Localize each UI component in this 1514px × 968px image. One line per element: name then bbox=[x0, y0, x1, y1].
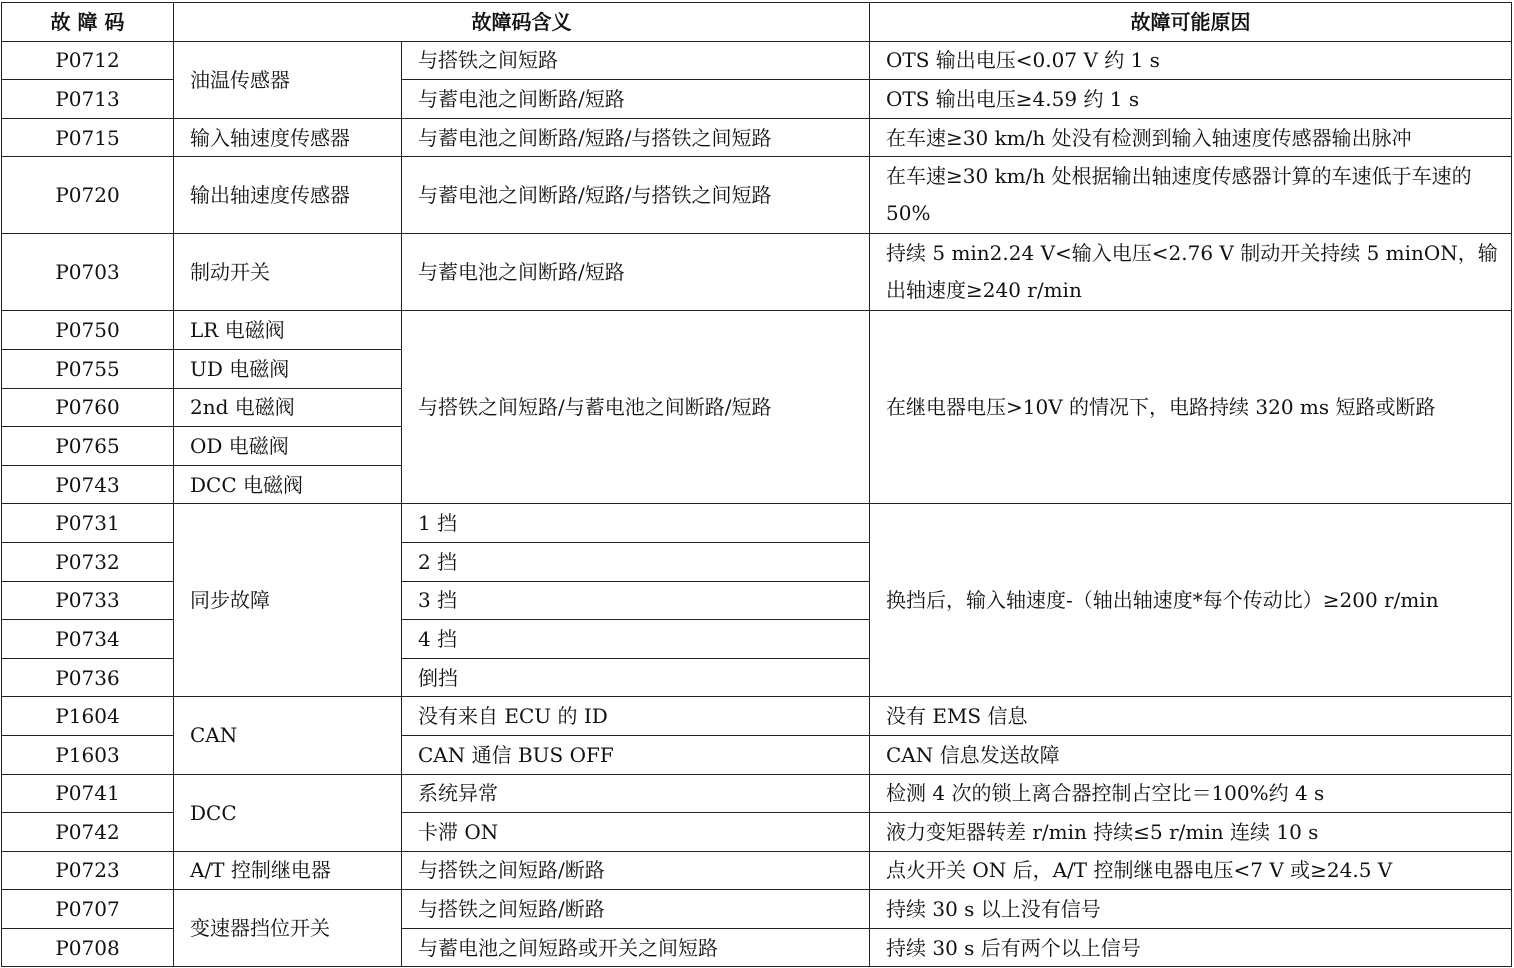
meaning: 倒挡 bbox=[402, 658, 870, 697]
header-cause: 故障可能原因 bbox=[870, 3, 1512, 42]
table-row bbox=[2, 234, 1512, 311]
fault-code: P0760 bbox=[2, 388, 174, 427]
cause: 持续 30 s 后有两个以上信号 bbox=[870, 928, 1512, 967]
cause: 没有 EMS 信息 bbox=[870, 697, 1512, 736]
component: OD 电磁阀 bbox=[174, 427, 402, 466]
fault-code: P0731 bbox=[2, 504, 174, 543]
cause: 在车速≥30 km/h 处没有检测到输入轴速度传感器输出脉冲 bbox=[870, 118, 1512, 157]
table-row bbox=[2, 851, 1512, 890]
fault-code: P1603 bbox=[2, 735, 174, 774]
fault-code: P0755 bbox=[2, 349, 174, 388]
cause: 在继电器电压>10V 的情况下，电路持续 320 ms 短路或断路 bbox=[870, 311, 1512, 504]
meaning: 与搭铁之间短路/断路 bbox=[402, 851, 870, 890]
fault-code: P0741 bbox=[2, 774, 174, 813]
component: 2nd 电磁阀 bbox=[174, 388, 402, 427]
meaning: 与蓄电池之间断路/短路 bbox=[402, 80, 870, 119]
table-row bbox=[2, 157, 1512, 234]
meaning: 与搭铁之间短路/断路 bbox=[402, 890, 870, 929]
table-row bbox=[2, 118, 1512, 157]
meaning: 与蓄电池之间断路/短路/与搭铁之间短路 bbox=[402, 157, 870, 234]
fault-code: P0733 bbox=[2, 581, 174, 620]
component: DCC 电磁阀 bbox=[174, 465, 402, 504]
fault-code: P0715 bbox=[2, 118, 174, 157]
fault-code: P0713 bbox=[2, 80, 174, 119]
fault-code: P0742 bbox=[2, 813, 174, 852]
cause: OTS 输出电压<0.07 V 约 1 s bbox=[870, 41, 1512, 80]
meaning: 与蓄电池之间断路/短路 bbox=[402, 234, 870, 311]
meaning: 没有来自 ECU 的 ID bbox=[402, 697, 870, 736]
header-code: 故 障 码 bbox=[2, 3, 174, 42]
meaning: 1 挡 bbox=[402, 504, 870, 543]
fault-code: P0712 bbox=[2, 41, 174, 80]
cause: 检测 4 次的锁上离合器控制占空比＝100%约 4 s bbox=[870, 774, 1512, 813]
component: A/T 控制继电器 bbox=[174, 851, 402, 890]
meaning: 与蓄电池之间断路/短路/与搭铁之间短路 bbox=[402, 118, 870, 157]
table-row bbox=[2, 504, 1512, 543]
header-meaning: 故障码含义 bbox=[174, 3, 870, 42]
fault-code: P0734 bbox=[2, 620, 174, 659]
fault-code: P0703 bbox=[2, 234, 174, 311]
meaning: 2 挡 bbox=[402, 542, 870, 581]
component: CAN bbox=[174, 697, 402, 774]
meaning: 与蓄电池之间短路或开关之间短路 bbox=[402, 928, 870, 967]
cause: 持续 5 min2.24 V<输入电压<2.76 V 制动开关持续 5 minON，输出轴速度≥240 r/min bbox=[870, 234, 1512, 311]
fault-code: P0720 bbox=[2, 157, 174, 234]
cause: CAN 信息发送故障 bbox=[870, 735, 1512, 774]
cause: 换挡后，输入轴速度-（轴出轴速度*每个传动比）≥200 r/min bbox=[870, 504, 1512, 697]
fault-code: P0750 bbox=[2, 311, 174, 350]
table-row bbox=[2, 311, 1512, 350]
cause: 在车速≥30 km/h 处根据输出轴速度传感器计算的车速低于车速的 50% bbox=[870, 157, 1512, 234]
component: DCC bbox=[174, 774, 402, 851]
fault-code: P0765 bbox=[2, 427, 174, 466]
cause: 点火开关 ON 后，A/T 控制继电器电压<7 V 或≥24.5 V bbox=[870, 851, 1512, 890]
meaning: 卡滞 ON bbox=[402, 813, 870, 852]
meaning: CAN 通信 BUS OFF bbox=[402, 735, 870, 774]
table-row bbox=[2, 697, 1512, 736]
component: 输出轴速度传感器 bbox=[174, 157, 402, 234]
meaning: 3 挡 bbox=[402, 581, 870, 620]
cause: OTS 输出电压≥4.59 约 1 s bbox=[870, 80, 1512, 119]
fault-code: P0708 bbox=[2, 928, 174, 967]
fault-code-table bbox=[1, 2, 1512, 967]
fault-code: P0736 bbox=[2, 658, 174, 697]
component: 变速器挡位开关 bbox=[174, 890, 402, 967]
fault-code: P1604 bbox=[2, 697, 174, 736]
fault-code: P0723 bbox=[2, 851, 174, 890]
header-row bbox=[2, 3, 1512, 42]
fault-code: P0732 bbox=[2, 542, 174, 581]
component: 同步故障 bbox=[174, 504, 402, 697]
fault-code: P0707 bbox=[2, 890, 174, 929]
fault-code: P0743 bbox=[2, 465, 174, 504]
table-row bbox=[2, 890, 1512, 929]
component: 油温传感器 bbox=[174, 41, 402, 118]
meaning: 系统异常 bbox=[402, 774, 870, 813]
component: LR 电磁阀 bbox=[174, 311, 402, 350]
component: UD 电磁阀 bbox=[174, 349, 402, 388]
table-row bbox=[2, 41, 1512, 80]
cause: 液力变矩器转差 r/min 持续≤5 r/min 连续 10 s bbox=[870, 813, 1512, 852]
component: 输入轴速度传感器 bbox=[174, 118, 402, 157]
table-row bbox=[2, 774, 1512, 813]
meaning: 与搭铁之间短路 bbox=[402, 41, 870, 80]
meaning: 与搭铁之间短路/与蓄电池之间断路/短路 bbox=[402, 311, 870, 504]
meaning: 4 挡 bbox=[402, 620, 870, 659]
cause: 持续 30 s 以上没有信号 bbox=[870, 890, 1512, 929]
component: 制动开关 bbox=[174, 234, 402, 311]
